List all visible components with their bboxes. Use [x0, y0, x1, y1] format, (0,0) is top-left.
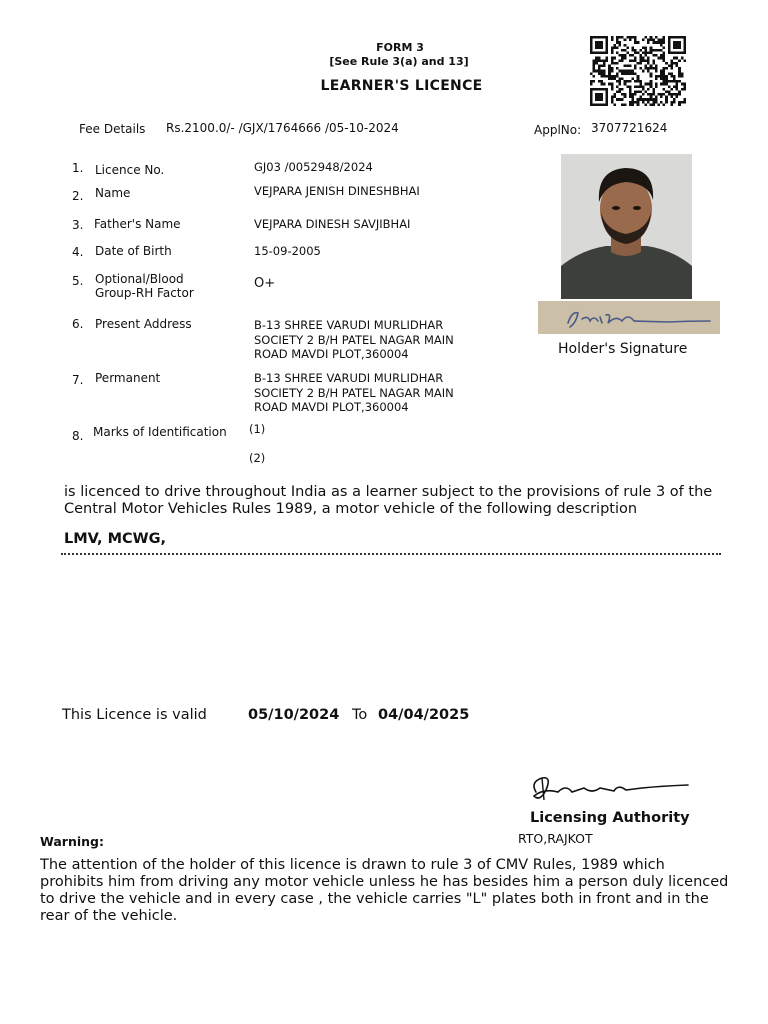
field-number: 7. [72, 373, 84, 387]
field-number: 4. [72, 245, 84, 259]
rule-reference: [See Rule 3(a) and 13] [329, 55, 469, 68]
warning-label: Warning: [40, 834, 104, 849]
field-number: 5. [72, 274, 84, 288]
application-number-label: ApplNo: [534, 123, 582, 137]
address-line: ROAD MAVDI PLOT,360004 [254, 347, 409, 361]
fee-details-value: Rs.2100.0/- /GJX/1764666 /05-10-2024 [166, 121, 399, 135]
address-line: SOCIETY 2 B/H PATEL NAGAR MAIN [254, 332, 454, 347]
field-number: 3. [72, 218, 84, 232]
qr-code [590, 36, 686, 106]
date-of-birth-label: Date of Birth [95, 244, 172, 258]
address-line: B-13 SHREE VARUDI MURLIDHAR [254, 371, 444, 385]
valid-to-date: 04/04/2025 [378, 707, 470, 723]
fee-details-label: Fee Details [79, 122, 146, 136]
name-label: Name [95, 186, 131, 200]
document-title: LEARNER'S LICENCE [320, 78, 483, 94]
valid-to-label: To [352, 707, 368, 723]
identification-mark: (1) [249, 422, 266, 436]
name-value: VEJPARA JENISH DINESHBHAI [254, 184, 420, 198]
licence-statement: is licenced to drive throughout India as a learner subject to the provisions of rule 3 of the Central Motor Vehicles Rules 1989, a motor vehicle of the following description [64, 484, 713, 517]
valid-from-date: 05/10/2024 [248, 707, 340, 723]
present-address-value [254, 318, 454, 362]
licence-number-value: GJ03 /0052948/2024 [254, 160, 373, 174]
blood-group-label-line1: Optional/Blood [95, 272, 184, 286]
fathers-name-label: Father's Name [94, 217, 181, 231]
permanent-address-value [254, 371, 454, 415]
date-of-birth-value: 15-09-2005 [254, 244, 321, 258]
dotted-divider [61, 553, 721, 555]
address-line: SOCIETY 2 B/H PATEL NAGAR MAIN [254, 385, 454, 400]
marks-of-identification-label: Marks of Identification [93, 425, 227, 439]
validity-label: This Licence is valid [62, 707, 207, 723]
licence-number-label: Licence No. [95, 163, 165, 177]
holder-signature-image [538, 301, 720, 334]
field-number: 6. [72, 317, 84, 331]
field-number: 1. [72, 161, 84, 175]
vehicle-classes: LMV, MCWG, [64, 531, 167, 547]
identification-mark: (2) [249, 451, 266, 465]
application-number-value: 3707721624 [591, 121, 668, 135]
address-line: B-13 SHREE VARUDI MURLIDHAR [254, 318, 444, 332]
authority-signature-image [522, 770, 702, 810]
field-number: 2. [72, 189, 84, 203]
form-number: FORM 3 [376, 41, 424, 54]
licensing-authority-title: Licensing Authority [530, 810, 690, 826]
holder-signature-label: Holder's Signature [558, 341, 688, 357]
authority-office: RTO,RAJKOT [518, 831, 593, 846]
blood-group-label-line2: Group-RH Factor [95, 286, 194, 300]
address-line: ROAD MAVDI PLOT,360004 [254, 400, 409, 414]
permanent-address-label: Permanent [95, 371, 161, 385]
present-address-label: Present Address [95, 317, 192, 331]
holder-photo [561, 154, 692, 299]
blood-group-value: O+ [254, 276, 276, 291]
fathers-name-value: VEJPARA DINESH SAVJIBHAI [254, 217, 411, 231]
warning-text: The attention of the holder of this licence is drawn to rule 3 of CMV Rules, 1989 which prohibits him from driving any motor vehicle unless he has besides him a person duly licenced to drive the vehicle and in every case , the vehicle carries "L" plates both in front and in the rear of the vehicle. [40, 857, 729, 924]
field-number: 8. [72, 429, 84, 443]
